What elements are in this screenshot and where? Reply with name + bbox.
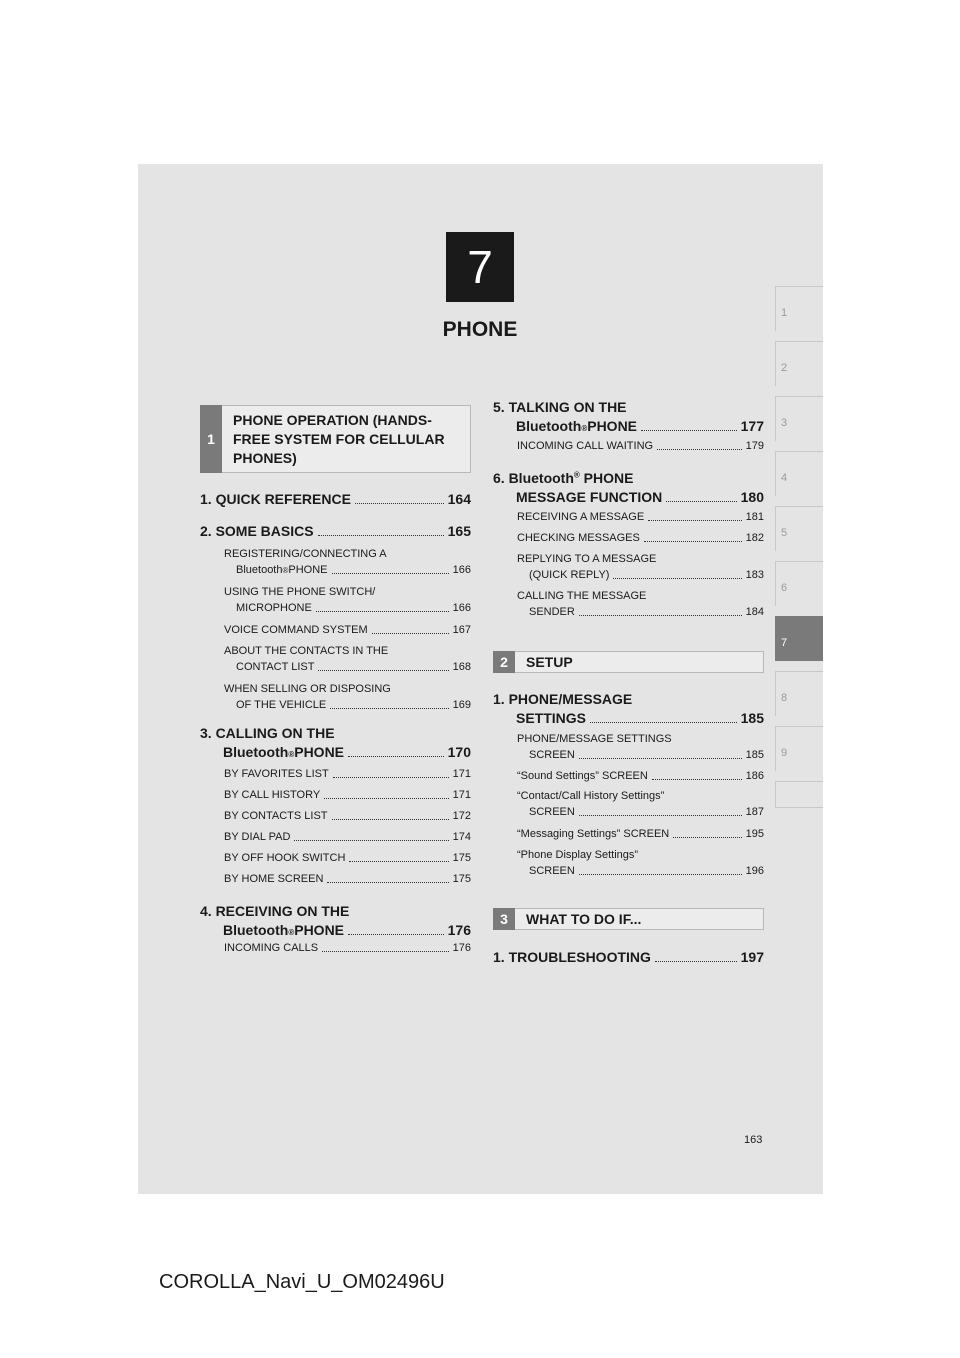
- toc-sub-calling-sender[interactable]: CALLING THE MESSAGE SENDER 184: [517, 590, 764, 618]
- section-3-label: WHAT TO DO IF...: [526, 911, 642, 927]
- toc-sub-call-waiting[interactable]: INCOMING CALL WAITING 179: [517, 440, 764, 452]
- toc-sub-sound-settings[interactable]: “Sound Settings” SCREEN 186: [517, 770, 764, 782]
- toc-sub-receiving-message[interactable]: RECEIVING A MESSAGE 181: [517, 511, 764, 523]
- chapter-number-box: [446, 232, 514, 302]
- toc-entry-some-basics[interactable]: 2. SOME BASICS 165: [200, 523, 471, 539]
- toc-sub-home-screen[interactable]: BY HOME SCREEN 175: [224, 873, 471, 885]
- chapter-number: 7: [467, 241, 493, 293]
- toc-entry-message-settings[interactable]: 1. PHONE/MESSAGE SETTINGS 185: [493, 691, 764, 726]
- tab-2[interactable]: 2: [775, 341, 823, 386]
- tab-blank[interactable]: [775, 781, 823, 808]
- toc-sub-off-hook[interactable]: BY OFF HOOK SWITCH 175: [224, 852, 471, 864]
- toc-sub-registering[interactable]: REGISTERING/CONNECTING A Bluetooth ® PHONE 166: [224, 548, 471, 576]
- toc-entry-quick-reference[interactable]: 1. QUICK REFERENCE 164: [200, 491, 471, 507]
- toc-sub-replying[interactable]: REPLYING TO A MESSAGE (QUICK REPLY) 183: [517, 553, 764, 581]
- toc-sub-call-history[interactable]: BY CALL HISTORY 171: [224, 789, 471, 801]
- toc-sub-phone-switch[interactable]: USING THE PHONE SWITCH/ MICROPHONE 166: [224, 586, 471, 614]
- tab-1[interactable]: 1: [775, 286, 823, 331]
- tab-7[interactable]: 7: [775, 616, 823, 661]
- tab-8[interactable]: 8: [775, 671, 823, 716]
- page-number: 163: [744, 1134, 763, 1146]
- toc-sub-contacts-list[interactable]: BY CONTACTS LIST 172: [224, 810, 471, 822]
- tab-6[interactable]: 6: [775, 561, 823, 606]
- section-3-header: [493, 908, 764, 930]
- toc-entry-calling[interactable]: 3. CALLING ON THE Bluetooth ® PHONE 170: [200, 725, 471, 760]
- toc-sub-messaging-settings[interactable]: “Messaging Settings” SCREEN 195: [517, 828, 764, 840]
- toc-sub-phone-display[interactable]: “Phone Display Settings” SCREEN 196: [517, 849, 764, 877]
- toc-sub-selling[interactable]: WHEN SELLING OR DISPOSING OF THE VEHICLE 169: [224, 683, 471, 711]
- toc-entry-talking[interactable]: 5. TALKING ON THE Bluetooth ® PHONE 177: [493, 399, 764, 434]
- toc-sub-contact-history-settings[interactable]: “Contact/Call History Settings” SCREEN 187: [517, 790, 764, 818]
- tab-3[interactable]: 3: [775, 396, 823, 441]
- chapter-title: PHONE: [442, 318, 518, 341]
- toc-entry-message-function[interactable]: 6. Bluetooth® PHONE MESSAGE FUNCTION 180: [493, 470, 764, 505]
- toc-sub-favorites[interactable]: BY FAVORITES LIST 171: [224, 768, 471, 780]
- section-1-number: 1: [200, 405, 222, 473]
- toc-entry-troubleshooting[interactable]: 1. TROUBLESHOOTING 197: [493, 949, 764, 965]
- toc-sub-checking-messages[interactable]: CHECKING MESSAGES 182: [517, 532, 764, 544]
- toc-entry-receiving[interactable]: 4. RECEIVING ON THE Bluetooth ® PHONE 176: [200, 903, 471, 938]
- tab-5[interactable]: 5: [775, 506, 823, 551]
- section-1-header: [200, 405, 471, 473]
- tab-9[interactable]: 9: [775, 726, 823, 771]
- section-3-number: 3: [493, 908, 515, 930]
- section-1-label: PHONE OPERATION (HANDS-FREE SYSTEM FOR CELLULAR PHONES): [233, 412, 445, 466]
- tab-4[interactable]: 4: [775, 451, 823, 496]
- section-2-label: SETUP: [526, 654, 573, 670]
- toc-sub-settings-screen[interactable]: PHONE/MESSAGE SETTINGS SCREEN 185: [517, 733, 764, 761]
- section-2-header: [493, 651, 764, 673]
- footer-document-code: COROLLA_Navi_U_OM02496U: [159, 1271, 445, 1293]
- toc-sub-dial-pad[interactable]: BY DIAL PAD 174: [224, 831, 471, 843]
- toc-sub-contacts[interactable]: ABOUT THE CONTACTS IN THE CONTACT LIST 168: [224, 645, 471, 673]
- toc-sub-voice-command[interactable]: VOICE COMMAND SYSTEM 167: [224, 624, 471, 636]
- toc-sub-incoming-calls[interactable]: INCOMING CALLS 176: [224, 942, 471, 954]
- section-2-number: 2: [493, 651, 515, 673]
